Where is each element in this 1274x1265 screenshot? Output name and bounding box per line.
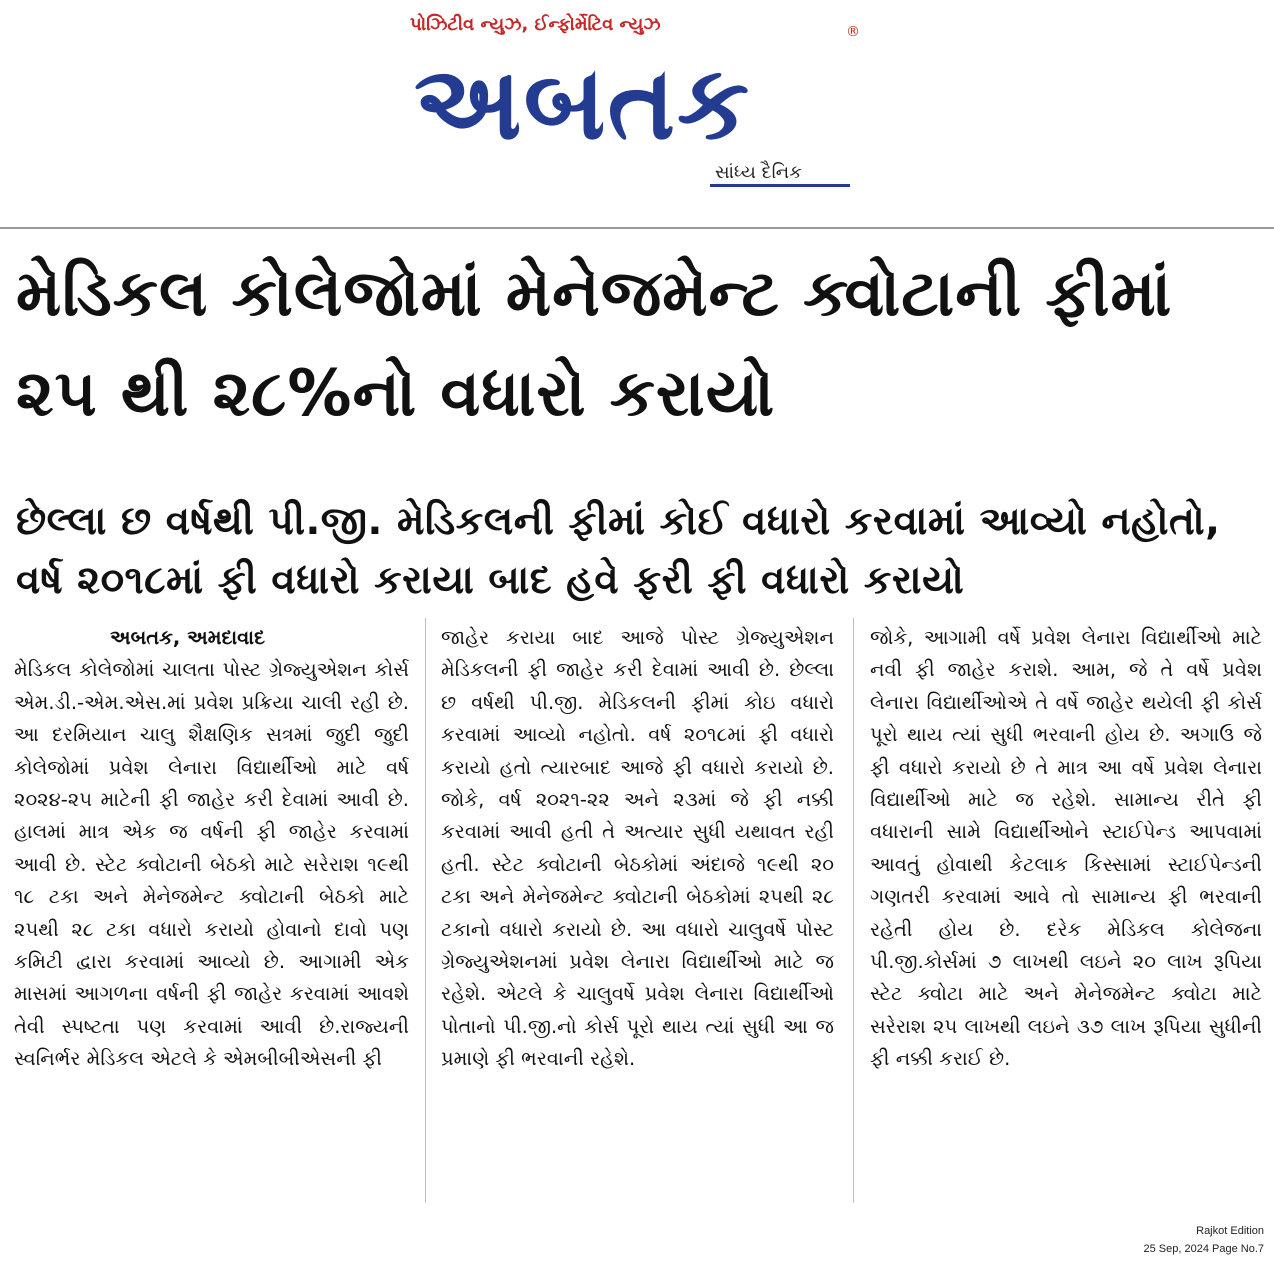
article-subheadline: છેલ્લા છ વર્ષથી પી.જી. મેડિકલની ફીમાં કોઈ વધારો કરવામાં આવ્યો નહોતો, વર્ષ ૨૦૧૮માં ફી વધારો કરાયા બાદ હવે ફરી ફી વધારો કરાયો [16,499,1221,603]
dateline: અબતક, અમદાવાદ [110,626,265,649]
page-footer [1144,1222,1264,1258]
article-headline: મેડિકલ કોલેજોમાં મેનેજમેન્ટ ક્વોટાની ફીમાં ૨૫ થી ૨૮%નો વધારો કરાયો [16,257,1173,431]
edition-label: Rajkot Edition [1196,1225,1264,1237]
column-divider [425,618,426,1203]
column-1-text: મેડિકલ કોલેજોમાં ચાલતા પોસ્ટ ગ્રેજ્યુએશન કોર્સ એમ.ડી.-એમ.એસ.માં પ્રવેશ પ્રક્રિયા ચાલી રહી છે. આ દરમિયાન ચાલુ શૈક્ષણિક સત્રમાં જુદી જુદી કોલેજોમાં પ્રવેશ લેનારા વિદ્યાર્થીઓ માટે વર્ષ ૨૦૨૪-૨૫ માટેની ફી જાહેર કરી દેવામાં આવી છે. હાલમાં માત્ર એક જ વર્ષની ફી જાહેર કરવામાં આવી છે. સ્ટેટ ક્વોટાની બેઠકો માટે સરેરાશ ૧૯થી ૧૮ ટકા અને મેનેજમેન્ટ ક્વોટાની બેઠકો માટે ૨૫થી ૨૮ ટકા વધારો કરાયો હોવાનો દાવો પણ કમિટી દ્વારા કરવામાં આવ્યો છે. આગામી એક માસમાં આગળના વર્ષની ફી જાહેર કરવામાં આવશે તેવી સ્પષ્ટતા પણ કરવામાં આવી છે.રાજ્યની સ્વનિર્ભર મેડિકલ એટલે કે એમબીબીએસની ફી [14,658,409,1071]
masthead [410,14,860,204]
registered-mark: ® [846,24,860,40]
masthead-divider [0,227,1274,229]
masthead-tagline: પોઝિટીવ ન્યુઝ, ઈન્ફોર્મેટિવ ન્યુઝ [410,14,661,35]
date-page-label: 25 Sep, 2024 Page No.7 [1143,1243,1264,1255]
column-divider [853,618,854,1203]
article-column-1 [14,622,409,1076]
logo-underline [710,184,850,187]
article-column-3 [870,622,1262,1076]
edition-type: સાંધ્ય દૈનિક [715,162,802,183]
column-3-text: જોકે, આગામી વર્ષે પ્રવેશ લેનારા વિદ્યાર્થીઓ માટે નવી ફી જાહેર કરાશે. આમ, જે તે વર્ષે પ્રવેશ લેનારા વિદ્યાર્થીઓએ તે વર્ષે જાહેર થયેલી ફી કોર્સ પૂરો થાય ત્યાં સુધી ભરવાની હોય છે. અગાઉ જે ફી વધારો કરાયો છે તે માત્ર આ વર્ષે પ્રવેશ લેનારા વિદ્યાર્થીઓ માટે જ રહેશે. સામાન્ય રીતે ફી વધારાની સામે વિદ્યાર્થીઓને સ્ટાઈપેન્ડ આપવામાં આવતું હોવાથી કેટલાક કિસ્સામાં સ્ટાઈપેન્ડની ગણતરી કરવામાં આવે તો સામાન્ય ફી ભરવાની રહેતી હોય છે. દરેક મેડિકલ કોલેજના પી.જી.કોર્સમાં ૭ લાખથી લઇને ૨૦ લાખ રૂપિયા સ્ટેટ ક્વોટા માટે અને મેનેજમેન્ટ ક્વોટા માટે સરેરાશ ૨૫ લાખથી લઇને ૩૭ લાખ રૂપિયા સુધીની ફી નક્કી કરાઈ છે. [870,626,1262,1071]
article-column-2 [441,622,834,1076]
column-2-text: જાહેર કરાયા બાદ આજે પોસ્ટ ગ્રેજ્યુએશન મેડિકલની ફી જાહેર કરી દેવામાં આવી છે. છેલ્લા છ વર્ષથી પી.જી. મેડિકલની ફીમાં કોઇ વધારો કરવામાં આવ્યો નહોતો. વર્ષ ૨૦૧૮માં ફી વધારો કરાયો હતો ત્યારબાદ આજે ફી વધારો કરાયો છે. જોકે, વર્ષ ૨૦૨૧-૨૨ અને ૨૩માં જે ફી નક્કી કરવામાં આવી હતી તે અત્યાર સુધી યથાવત રહી હતી. સ્ટેટ ક્વોટાની બેઠકોમાં અંદાજે ૧૯થી ૨૦ ટકા અને મેનેજમેન્ટ ક્વોટાની બેઠકોમાં ૨૫થી ૨૮ ટકાનો વધારો કરાયો છે. આ વધારો ચાલુવર્ષે પોસ્ટ ગ્રેજ્યુએશનમાં પ્રવેશ લેનારા વિદ્યાર્થીઓ માટે જ રહેશે. એટલે કે ચાલુવર્ષે પ્રવેશ લેનારા વિદ્યાર્થીઓ પોતાનો પી.જી.નો કોર્સ પૂરો થાય ત્યાં સુધી આ જ પ્રમાણે ફી ભરવાની રહેશે. [441,626,834,1071]
newspaper-logo: અબતક [414,44,752,163]
